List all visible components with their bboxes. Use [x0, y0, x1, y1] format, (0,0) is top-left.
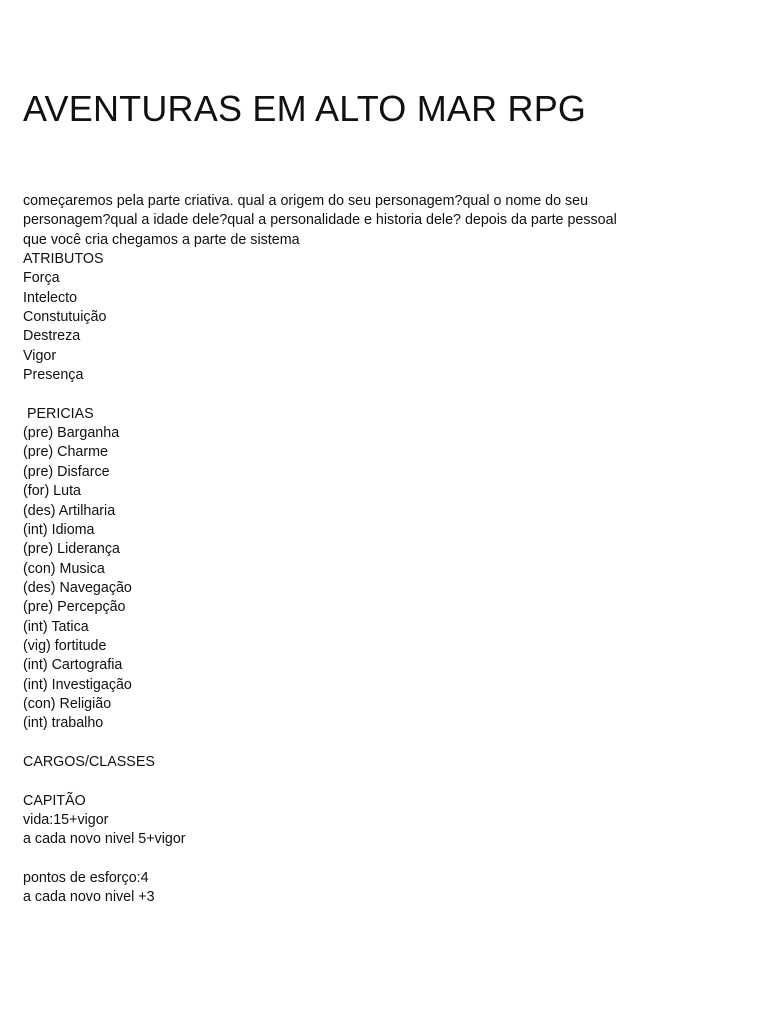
atributo-item: Constutuição [23, 309, 107, 326]
capitao-vida: vida:15+vigor [23, 812, 109, 828]
intro-line: personagem?qual a idade dele?qual a personalidade e historia dele? depois da parte pessoal [23, 212, 617, 229]
pericia-item: (des) Artilharia [23, 502, 116, 519]
pericia-item: (pre) Charme [23, 444, 109, 461]
atributo-item: Força [23, 270, 60, 287]
pericia-item: (int) trabalho [23, 715, 104, 732]
pericias-heading: PERICIAS [23, 405, 94, 422]
pericia-item: (for) Luta [23, 483, 82, 500]
pericia-item: (des) Navegação [23, 579, 132, 596]
intro-line: que você cria chegamos a parte de sistema [23, 231, 300, 248]
pericia-item: (con) Musica [23, 560, 105, 577]
intro-line: começaremos pela parte criativa. qual a origem do seu personagem?qual o nome do seu [23, 193, 589, 209]
atributo-item: Destreza [23, 328, 81, 345]
capitao-heading: CAPITÃO [23, 792, 86, 809]
pericia-item: (pre) Percepção [23, 599, 126, 616]
blank-line [23, 850, 743, 869]
atributo-item: Presença [23, 367, 84, 384]
pericia-item: (vig) fortitude [23, 637, 107, 654]
atributo-item: Vigor [23, 347, 57, 364]
document-body [23, 192, 743, 908]
pericia-item: (pre) Disfarce [23, 463, 110, 480]
pericia-item: (pre) Barganha [23, 425, 120, 442]
pericia-item: (int) Idioma [23, 521, 95, 538]
cargos-heading: CARGOS/CLASSES [23, 753, 155, 770]
blank-line [23, 772, 743, 791]
capitao-esforco-nivel: a cada novo nivel +3 [23, 889, 155, 906]
capitao-vida-nivel: a cada novo nivel 5+vigor [23, 831, 186, 848]
pericia-item: (int) Investigação [23, 676, 132, 693]
document-title: AVENTURAS EM ALTO MAR RPG [23, 88, 587, 129]
pericia-item: (con) Religião [23, 695, 112, 712]
pericia-item: (pre) Liderança [23, 541, 120, 558]
atributo-item: Intelecto [23, 289, 78, 306]
pericia-item: (int) Tatica [23, 618, 89, 635]
capitao-esforco: pontos de esforço:4 [23, 870, 149, 887]
blank-line [23, 734, 743, 753]
atributos-heading: ATRIBUTOS [23, 251, 104, 268]
blank-line [23, 385, 743, 404]
pericia-item: (int) Cartografia [23, 657, 123, 674]
